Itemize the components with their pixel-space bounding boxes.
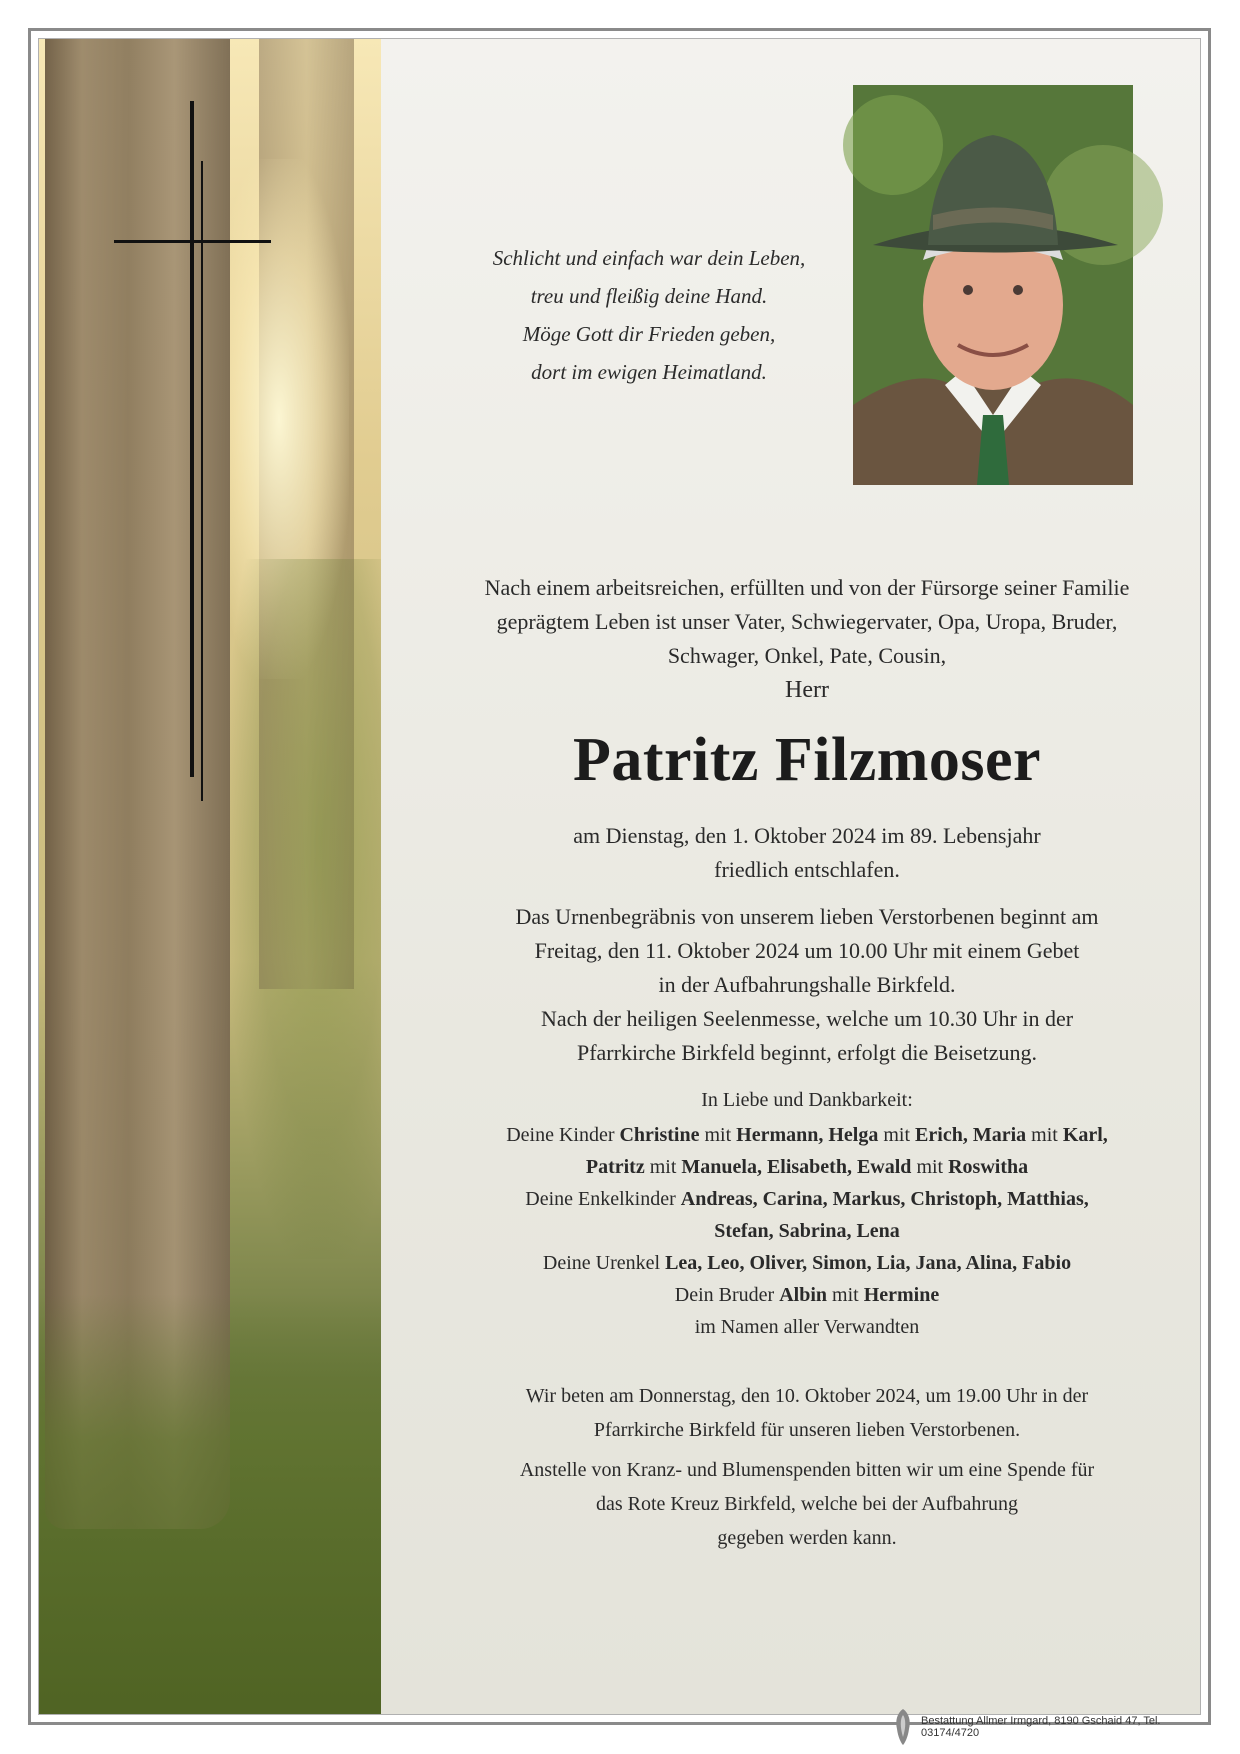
funeral-line: Pfarrkirche Birkfeld beginnt, erfolgt die Beisetzung. <box>576 1040 1038 1065</box>
funeral-home-footer <box>891 1707 1200 1747</box>
donation-line: Anstelle von Kranz- und Blumenspenden bitten wir um eine Spende für <box>519 1459 1095 1481</box>
child-names: Manuela, Elisabeth, Ewald <box>681 1156 912 1178</box>
intro-line: Schwager, Onkel, Pate, Cousin, <box>667 643 947 668</box>
prayer-line: Pfarrkirche Birkfeld für unseren lieben Verstorbenen. <box>593 1419 1021 1441</box>
death-line: friedlich entschlafen. <box>714 857 900 882</box>
relatives-line: im Namen aller Verwandten <box>694 1316 920 1338</box>
child-name: Patritz <box>585 1156 645 1178</box>
brother-prefix: Dein Bruder <box>674 1284 775 1306</box>
great-grandchildren-names: Lea, Leo, Oliver, Simon, Lia, Jana, Alina, Fabio <box>665 1252 1072 1274</box>
funeral-home-logo-icon <box>891 1707 915 1747</box>
great-grandchildren-line <box>417 1247 1197 1279</box>
poem-line: Möge Gott dir Frieden geben, <box>522 322 776 346</box>
intro-line: geprägtem Leben ist unser Vater, Schwiegervater, Opa, Uropa, Bruder, <box>496 609 1118 634</box>
connector: mit <box>649 1156 677 1178</box>
obituary-frame <box>28 28 1211 1739</box>
connector: mit <box>1031 1124 1058 1146</box>
brother-name: Albin <box>779 1284 828 1306</box>
child-name: Christine <box>619 1124 700 1146</box>
connector: mit <box>704 1124 732 1146</box>
poem-line: Schlicht und einfach war dein Leben, <box>492 246 806 270</box>
portrait-photo <box>853 85 1133 485</box>
spruce-foliage <box>229 559 381 1259</box>
great-grandchildren-prefix: Deine Urenkel <box>542 1252 661 1274</box>
children-line-2 <box>417 1151 1197 1183</box>
death-notice <box>417 819 1197 887</box>
memorial-poem <box>419 239 879 391</box>
obituary-card <box>38 38 1201 1739</box>
poem-line: treu und fleißig deine Hand. <box>530 284 768 308</box>
connector: mit <box>916 1156 944 1178</box>
grandchildren-line-1 <box>417 1183 1197 1215</box>
prayer-notice <box>417 1379 1197 1447</box>
mourners-list <box>417 1119 1197 1343</box>
grandchildren-line-2 <box>417 1215 1197 1247</box>
partner-name: Hermann, <box>736 1124 824 1146</box>
connector: mit <box>883 1124 911 1146</box>
grandchildren-prefix: Deine Enkelkinder <box>525 1188 676 1210</box>
donation-line: das Rote Kreuz Birkfeld, welche bei der Aufbahrung <box>595 1493 1019 1515</box>
children-prefix: Deine Kinder <box>506 1124 615 1146</box>
partner-name: Erich, <box>915 1124 968 1146</box>
death-line: am Dienstag, den 1. Oktober 2024 im 89. Lebensjahr <box>573 823 1041 848</box>
deceased-name: Patritz Filzmoser <box>572 726 1042 794</box>
mourners-heading: In Liebe und Dankbarkeit: <box>701 1089 913 1111</box>
donation-notice <box>417 1453 1197 1555</box>
cross-bar <box>114 240 271 243</box>
children-line-1 <box>417 1119 1197 1151</box>
grandchildren-names: Andreas, Carina, Markus, Christoph, Matthias, <box>680 1188 1089 1210</box>
partner-name: Karl, <box>1062 1124 1108 1146</box>
moss-ground <box>39 1294 381 1714</box>
donation-line: gegeben werden kann. <box>717 1527 897 1549</box>
funeral-line: Nach der heiligen Seelenmesse, welche um 10.30 Uhr in der <box>540 1006 1074 1031</box>
poem-line: dort im ewigen Heimatland. <box>531 360 767 384</box>
child-name: Maria <box>972 1124 1027 1146</box>
brother-line <box>417 1279 1197 1311</box>
funeral-details <box>417 900 1197 1070</box>
funeral-line: Das Urnenbegräbnis von unserem lieben Verstorbenen beginnt am <box>515 904 1099 929</box>
connector: mit <box>832 1284 859 1306</box>
cross-icon <box>190 101 194 777</box>
funeral-home-text: Bestattung Allmer Irmgard, 8190 Gschaid 47, Tel. 03174/4720 <box>921 1715 1161 1739</box>
funeral-line: in der Aufbahrungshalle Birkfeld. <box>658 972 956 997</box>
grandchildren-names: Stefan, Sabrina, Lena <box>714 1220 900 1242</box>
funeral-line: Freitag, den 11. Oktober 2024 um 10.00 Uhr mit einem Gebet <box>534 938 1080 963</box>
prayer-line: Wir beten am Donnerstag, den 10. Oktober 2024, um 19.00 Uhr in der <box>525 1385 1089 1407</box>
partner-name: Roswitha <box>948 1156 1029 1178</box>
intro-line: Nach einem arbeitsreichen, erfüllten und von der Fürsorge seiner Familie <box>484 575 1130 600</box>
forest-image <box>39 39 381 1714</box>
intro-text <box>417 571 1197 673</box>
brother-partner: Hermine <box>863 1284 940 1306</box>
salutation: Herr <box>785 677 829 703</box>
child-name: Helga <box>828 1124 879 1146</box>
cross-icon-shadow <box>201 161 203 801</box>
